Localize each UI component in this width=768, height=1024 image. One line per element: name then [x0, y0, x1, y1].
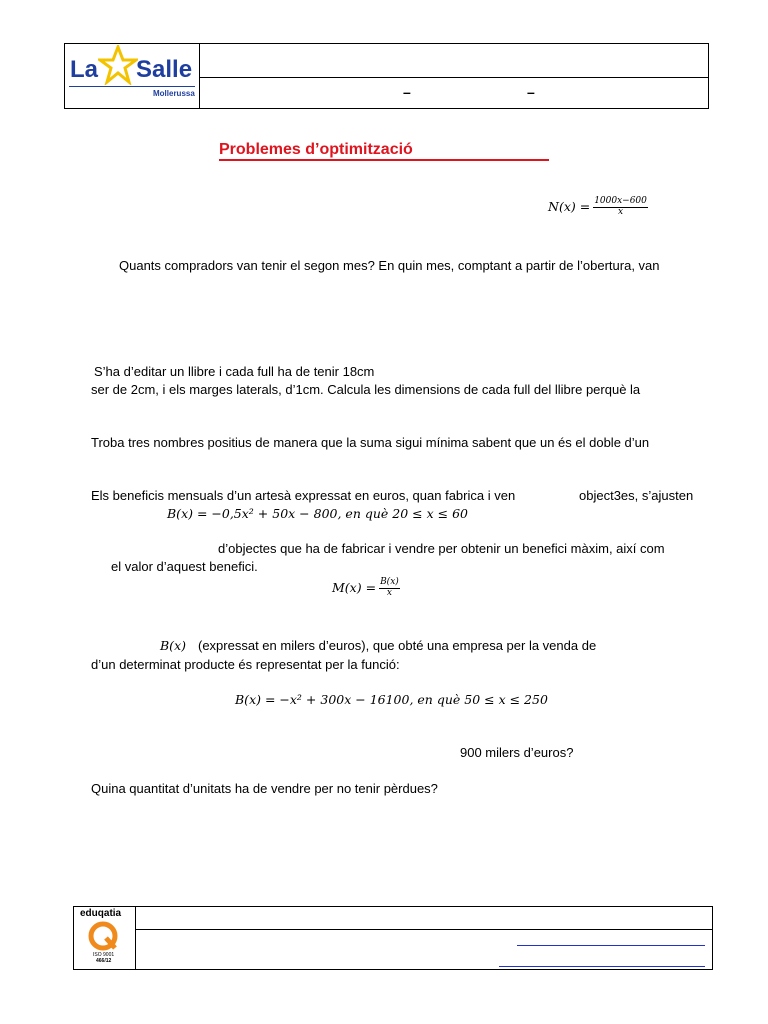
- problem-5-question-1: 900 milers d’euros?: [460, 745, 574, 760]
- formula-m-denominator: x: [386, 587, 392, 598]
- formula-n-numerator: 1000x−600: [594, 196, 647, 206]
- eduqatia-iso: ISO 9001: [93, 952, 115, 958]
- formula-n-of-x: [548, 197, 648, 218]
- eduqatia-name: eduqatia: [80, 908, 122, 919]
- problem-2-line-1: S’ha d’editar un llibre i cada full ha de tenir 18cm: [94, 364, 375, 379]
- problem-1-text: Quants compradors van tenir el segon mes? En quin mes, comptant a partir de l’obertura, van: [119, 258, 660, 273]
- header-dash-1: –: [403, 84, 411, 100]
- header-table: [64, 43, 709, 109]
- problem-3-text: Troba tres nombres positius de manera que la suma sigui mínima sabent que un és el doble d’un: [91, 435, 650, 450]
- problem-4-line-1b: object3es, s’ajusten: [579, 488, 694, 503]
- logo-underline: [69, 86, 195, 87]
- formula-b-of-x-2: B(x) = −x² + 300x − 16100, en què 50 ≤ x ≤ 250: [235, 692, 548, 707]
- star-icon: [98, 45, 138, 85]
- formula-m-fraction: [379, 578, 400, 599]
- logo-text-left: La: [70, 56, 99, 83]
- problem-5-line-1: (expressat en milers d’euros), que obté una empresa per la venda de: [198, 638, 597, 653]
- footer-table: [73, 906, 713, 970]
- logo-text-right: Salle: [136, 56, 193, 83]
- eduqatia-code: 466/12: [96, 958, 112, 964]
- footer-link-2[interactable]: [499, 966, 705, 967]
- problem-4-line-1a: Els beneficis mensuals d’un artesà expressat en euros, quan fabrica i ven: [91, 488, 516, 503]
- formula-n-denominator: x: [618, 206, 624, 217]
- formula-n-lhs: N(x) =: [548, 198, 591, 214]
- logo-subtitle: Mollerussa: [153, 89, 195, 98]
- header-row-divider: [199, 77, 708, 78]
- problem-2-line-2: ser de 2cm, i els marges laterals, d’1cm. Calcula les dimensions de cada full del llibre perquè la: [91, 382, 641, 397]
- footer-logo-cell: [74, 907, 136, 969]
- eduqatia-logo: [77, 908, 132, 968]
- problem-5-question-2: Quina quantitat d’unitats ha de vendre per no tenir pèrdues?: [91, 781, 438, 796]
- formula-b-of-x-1: B(x) = −0,5x² + 50x − 800, en què 20 ≤ x ≤ 60: [167, 506, 468, 521]
- formula-m-numerator: B(x): [380, 577, 399, 587]
- footer-row-divider: [135, 929, 712, 930]
- eduqatia-q-icon: [87, 921, 119, 951]
- problem-4-line-3: el valor d’aquest benefici.: [111, 559, 258, 574]
- problem-5-line-2: d’un determinat producte és representat per la funció:: [91, 657, 400, 672]
- header-logo-cell: [65, 44, 200, 108]
- page-title-text: Problemes d’optimització: [219, 141, 413, 158]
- la-salle-logo: [69, 48, 195, 104]
- formula-m-lhs: M(x) =: [332, 579, 377, 595]
- formula-m-of-x: [332, 578, 400, 599]
- inline-b-of-x: B(x): [160, 638, 186, 653]
- formula-n-fraction: [593, 197, 648, 218]
- footer-link-1[interactable]: [517, 945, 705, 946]
- header-dash-2: –: [527, 84, 535, 100]
- page-title: [219, 141, 549, 161]
- problem-4-line-2: d’objectes que ha de fabricar i vendre per obtenir un benefici màxim, així com: [218, 541, 665, 556]
